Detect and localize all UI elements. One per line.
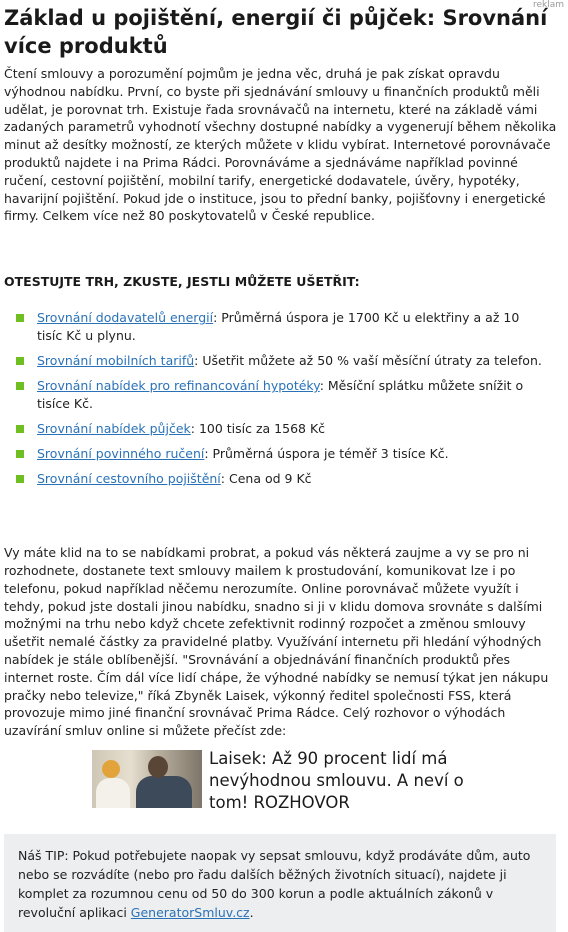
offer-description: : Měsíční splátku můžete snížit o tisíce Kč. [37, 378, 524, 412]
article-title: Základ u pojištění, energií či půjček: Srovnání více produktů [4, 6, 548, 58]
tip-text-body: Náš TIP: Pokud potřebujete naopak vy sepsat smlouvu, když prodáváte dům, auto nebo se rozvádíte (nebo pro řadu dalších běžných životních situací), najdete ji komplet za rozumnou cenu od 50 do 300 korun a podle aktuálních zákonů v revoluční aplikaci [18, 847, 531, 920]
offer-link-mobile[interactable]: Srovnání mobilních tarifů [37, 353, 195, 369]
bullet-square-icon [16, 475, 24, 483]
list-item [37, 420, 560, 438]
offer-description: : Cena od 9 Kč [220, 471, 312, 487]
tip-box [4, 834, 556, 932]
offer-link-loans[interactable]: Srovnání nabídek půjček [37, 421, 191, 437]
thumbnail-figure [102, 760, 120, 778]
interview-title-link[interactable]: Laisek: Až 90 procent lidí má nevýhodnou smlouvu. A neví o tom! ROZHOVOR [209, 748, 464, 812]
intro-paragraph: Čtení smlouvy a porozumění pojmům je jedna věc, druhá je pak získat opravdu výhodnou nabídku. První, co byste při sjednávání smlouvy u finančních produktů měli udělat, je porovnat trh. Existuje řada srovnávačů na internetu, které na základě vámi zadaných parametrů vyhodnotí všechny dostupné nabídky a vygenerují během několika minut až desítky možností, ze kterých můžete v klidu vybírat. Internetové porovnávače produktů najdete i na Prima Rádci. Porovnáváme a sjednáváme například povinné ručení, cestovní pojištění, mobilní tarify, energetické dodavatele, úvěry, hypotéky, havarijní pojištění. Pokud jde o instituce, jsou to přední banky, pojišťovny i energetické firmy. Celkem více než 80 poskytovatelů v České republice. [4, 66, 557, 224]
thumbnail-figure [136, 776, 192, 808]
bullet-square-icon [16, 450, 24, 458]
offer-link-energy[interactable]: Srovnání dodavatelů energií [37, 310, 214, 326]
offers-list [4, 309, 560, 488]
tip-text-end: . [249, 904, 254, 920]
offer-link-liability[interactable]: Srovnání povinného ručení [37, 446, 205, 462]
offer-description: : 100 tisíc za 1568 Kč [190, 421, 326, 437]
offer-description: : Ušetřit můžete až 50 % vaší měsíční útraty za telefon. [194, 353, 542, 369]
interview-thumbnail[interactable] [92, 750, 202, 808]
thumbnail-figure [96, 778, 130, 808]
offer-description: : Průměrná úspora je téměř 3 tisíce Kč. [204, 446, 449, 462]
list-item [37, 470, 560, 488]
list-item [37, 445, 560, 463]
article [4, 0, 560, 932]
bullet-square-icon [16, 425, 24, 433]
bullet-square-icon [16, 314, 24, 322]
list-item [37, 309, 560, 345]
bullet-square-icon [16, 382, 24, 390]
offer-link-travel[interactable]: Srovnání cestovního pojištění [37, 471, 221, 487]
generator-smluv-link[interactable]: GeneratorSmluv.cz [130, 904, 250, 920]
interview-promo[interactable] [92, 748, 560, 812]
offer-description: : Průměrná úspora je 1700 Kč u elektřiny a až 10 tisíc Kč u plynu. [37, 310, 520, 344]
ad-label: reklam [532, 0, 564, 10]
bullet-square-icon [16, 357, 24, 365]
body-paragraph: Vy máte klid na to se nabídkami probrat, a pokud vás některá zaujme a vy se pro ni rozhodnete, dostanete text smlouvy mailem k prostudování, komunikovat lze i po telefonu, pokud napříkl​ad něčemu nerozumíte. Online porovnávač můžete využít i tehdy, pokud jste dostali jinou nabídku, snadno si ji v klidu domova srovnáte s dalšími možnými na trhu nebo když chcete zefektivnit rodinný rozpočet a změnou smlouvy ušetřit nemalé částky za pravidelné platby. Využívání internetu při hledání výhodných nabídek je stále oblíbenější. "Srovnávání a objednávání finančních produktů přes internet roste. Čím dál více lidí chápe, že výhodné nabídky se nemusí týkat jen nákupu pračky nebo televize," říká Zbyněk Laisek, výkonný ředitel společnosti FSS, která provozuje mimo jiné finanční srovnávač Prima Rádce. Celý rozhovor o výhodách uzavírání smluv online si můžete přečíst zde: [4, 545, 549, 739]
thumbnail-figure [148, 756, 168, 778]
tip-text [18, 846, 542, 922]
list-item [37, 377, 560, 413]
list-item [37, 352, 560, 370]
offer-link-mortgage[interactable]: Srovnání nabídek pro refinancování hypotéky [37, 378, 320, 394]
section-title: OTESTUJTE TRH, ZKUSTE, JESTLI MŮŽETE UŠETŘIT: [4, 274, 360, 290]
